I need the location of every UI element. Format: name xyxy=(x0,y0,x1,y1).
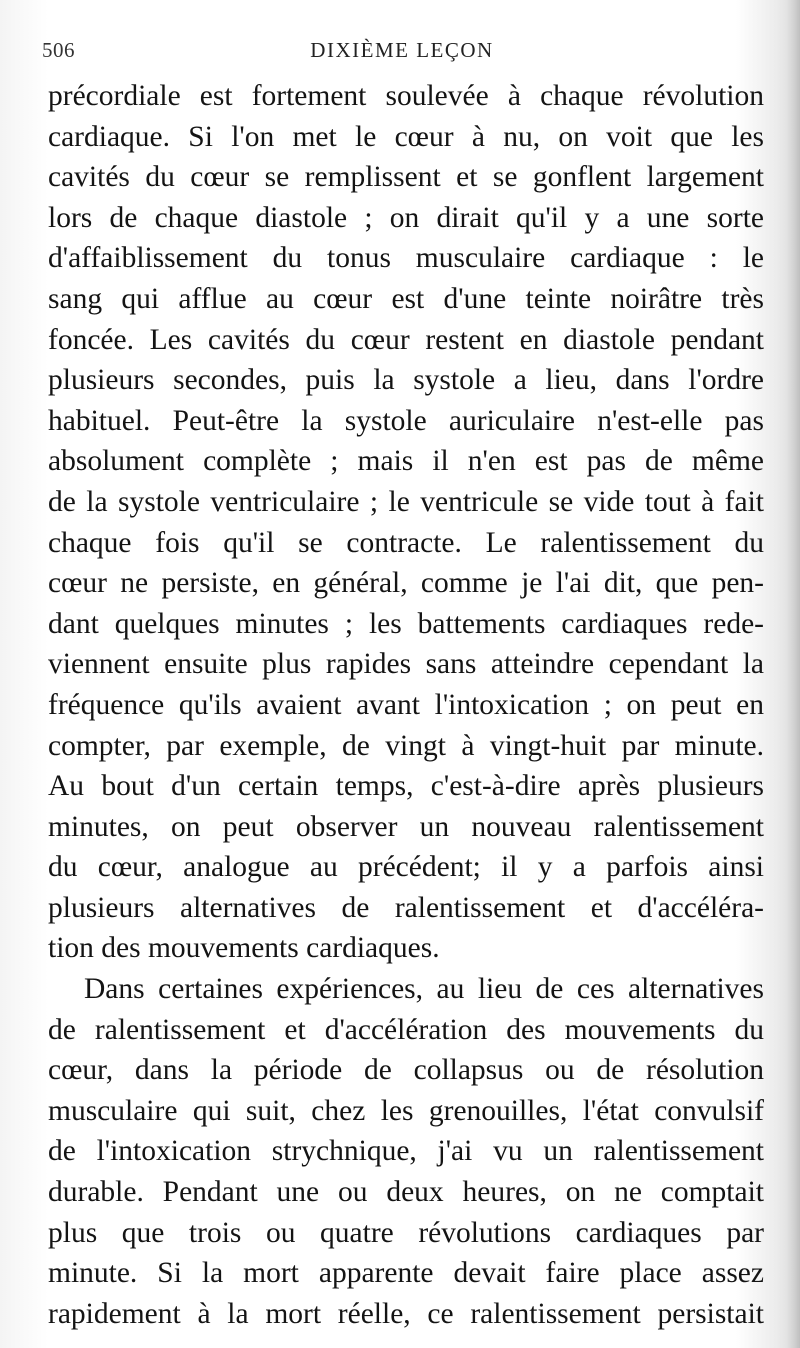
text-line: tion des mouvements cardiaques. xyxy=(48,932,440,965)
text-line: du cœur, analogue au précédent; il y a parfois ainsi xyxy=(48,851,764,884)
text-line: Dans certaines expériences, au lieu de ces alternatives xyxy=(84,973,764,1006)
text-line: cardiaque. Si l'on met le cœur à nu, on voit que les xyxy=(48,120,764,153)
text-line: plusieurs alternatives de ralentissement et d'accéléra- xyxy=(48,891,764,924)
text-line: d'affaiblissement du tonus musculaire cardiaque : le xyxy=(48,242,764,275)
text-line: chaque fois qu'il se contracte. Le ralentissement du xyxy=(48,526,764,559)
text-line: de l'intoxication strychnique, j'ai vu un ralentissement xyxy=(48,1135,764,1168)
text-line: cœur, dans la période de collapsus ou de résolution xyxy=(48,1054,764,1087)
page-header xyxy=(42,38,762,70)
text-line: rapidement à la mort réelle, ce ralentissement persistait xyxy=(48,1297,764,1330)
text-line: sang qui afflue au cœur est d'une teinte noirâtre très xyxy=(48,282,764,315)
text-line: de la systole ventriculaire ; le ventricule se vide tout à fait xyxy=(48,485,764,518)
running-title: DIXIÈME LEÇON xyxy=(310,38,494,62)
text-line: durable. Pendant une ou deux heures, on ne comptait xyxy=(48,1176,764,1209)
text-line: plus que trois ou quatre révolutions cardiaques par xyxy=(48,1216,764,1249)
text-line: lors de chaque diastole ; on dirait qu'il y a une sorte xyxy=(48,201,764,234)
text-line: compter, par exemple, de vingt à vingt-huit par minute. xyxy=(48,729,764,762)
text-line: cavités du cœur se remplissent et se gonflent largement xyxy=(48,161,764,194)
paragraph xyxy=(48,76,764,969)
text-line: fréquence qu'ils avaient avant l'intoxication ; on peut en xyxy=(48,688,764,721)
text-line: de ralentissement et d'accélération des mouvements du xyxy=(48,1013,764,1046)
text-line: foncée. Les cavités du cœur restent en diastole pendant xyxy=(48,323,764,356)
page-edge-shadow xyxy=(786,0,800,1348)
text-line: Au bout d'un certain temps, c'est-à-dire après plusieurs xyxy=(48,770,764,803)
text-line: plusieurs secondes, puis la systole a lieu, dans l'ordre xyxy=(48,364,764,397)
text-line: dant quelques minutes ; les battements cardiaques rede- xyxy=(48,607,764,640)
page-number: 506 xyxy=(42,38,75,62)
text-line: minute. Si la mort apparente devait faire place assez xyxy=(48,1257,764,1290)
text-line: absolument complète ; mais il n'en est pas de même xyxy=(48,445,764,478)
text-line: précordiale est fortement soulevée à chaque révolution xyxy=(48,80,764,112)
text-line: habituel. Peut-être la systole auriculaire n'est-elle pas xyxy=(48,404,764,437)
text-line: cœur ne persiste, en général, comme je l'ai dit, que pen- xyxy=(48,567,764,600)
text-line: musculaire qui suit, chez les grenouilles, l'état convulsif xyxy=(48,1094,764,1127)
body-text xyxy=(48,76,764,1334)
text-line: minutes, on peut observer un nouveau ralentissement xyxy=(48,810,764,843)
text-line: viennent ensuite plus rapides sans atteindre cependant la xyxy=(48,648,764,681)
paragraph xyxy=(48,969,764,1334)
